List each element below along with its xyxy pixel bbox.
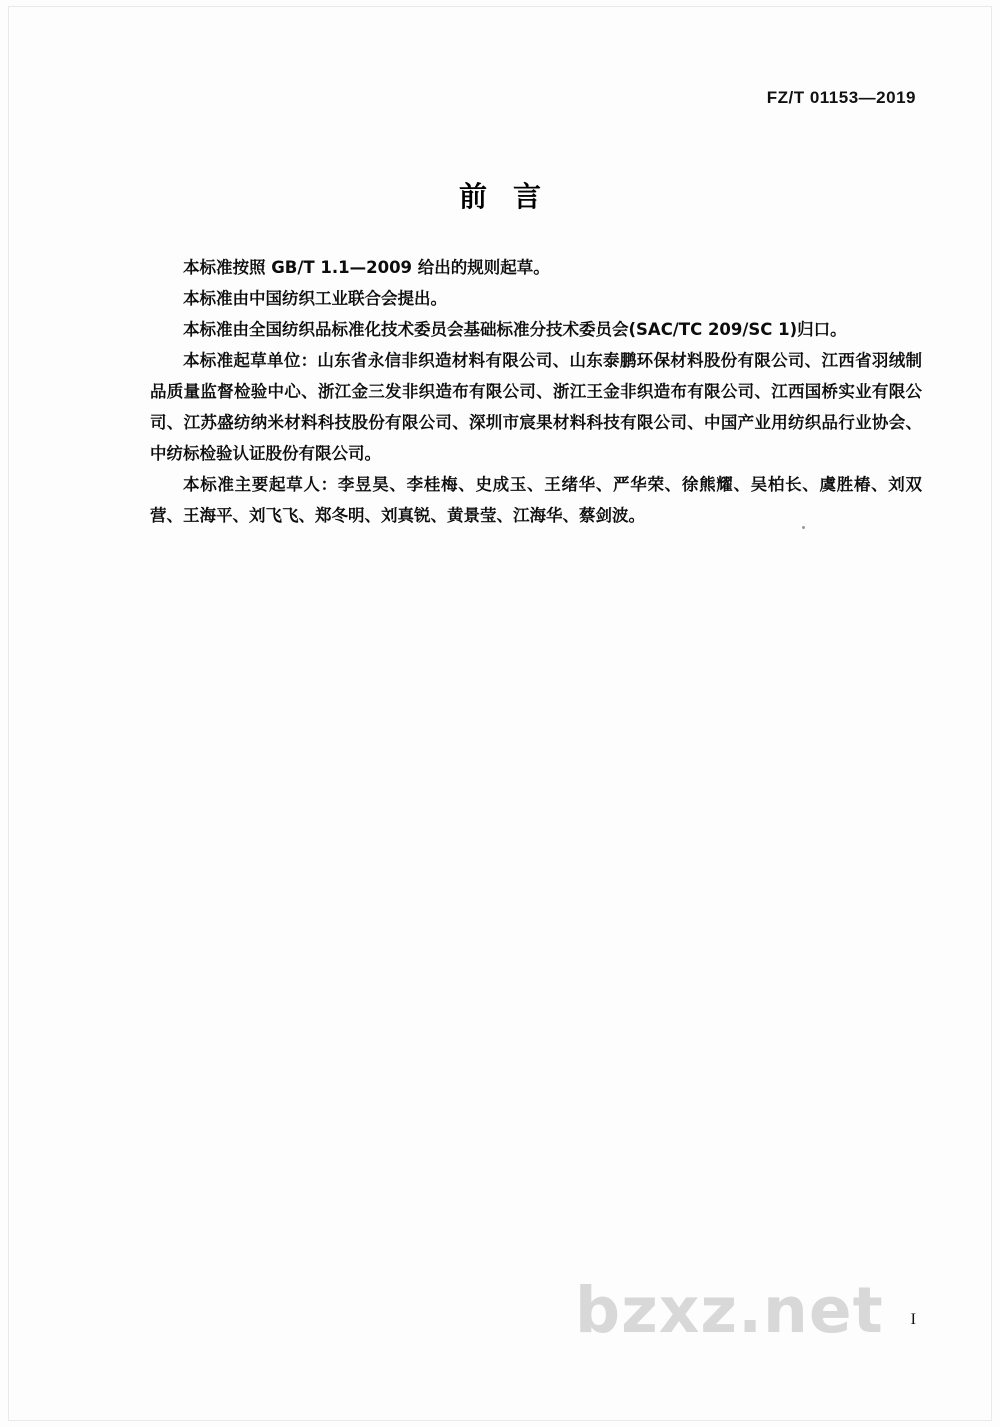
paragraph: 本标准由全国纺织品标准化技术委员会基础标准分技术委员会(SAC/TC 209/SC 1)归口。 <box>183 320 847 339</box>
stray-dot-mark <box>802 526 805 529</box>
watermark-text: bzxz.net <box>575 1274 884 1347</box>
paragraph: 本标准由中国纺织工业联合会提出。 <box>183 289 447 308</box>
page-title: 前言 <box>458 180 567 213</box>
standard-code-header: FZ/T 01153—2019 <box>766 88 916 107</box>
foreword-body <box>150 252 922 531</box>
paragraph: 本标准主要起草人：李昱昊、李桂梅、史成玉、王绪华、严华荣、徐熊耀、吴柏长、虞胜椿、刘双营、王海平、刘飞飞、郑冬明、刘真锐、黄景莹、江海华、蔡剑波。 <box>150 475 922 525</box>
page-number: I <box>910 1311 916 1328</box>
paragraph: 本标准起草单位：山东省永信非织造材料有限公司、山东泰鹏环保材料股份有限公司、江西省羽绒制品质量监督检验中心、浙江金三发非织造布有限公司、浙江王金非织造布有限公司、江西国桥实业有限公司、江苏盛纺纳米材料科技股份有限公司、深圳市宸果材料科技有限公司、中国产业用纺织品行业协会、中纺标检验认证股份有限公司。 <box>150 351 922 463</box>
paragraph: 本标准按照 GB/T 1.1—2009 给出的规则起草。 <box>183 258 550 277</box>
